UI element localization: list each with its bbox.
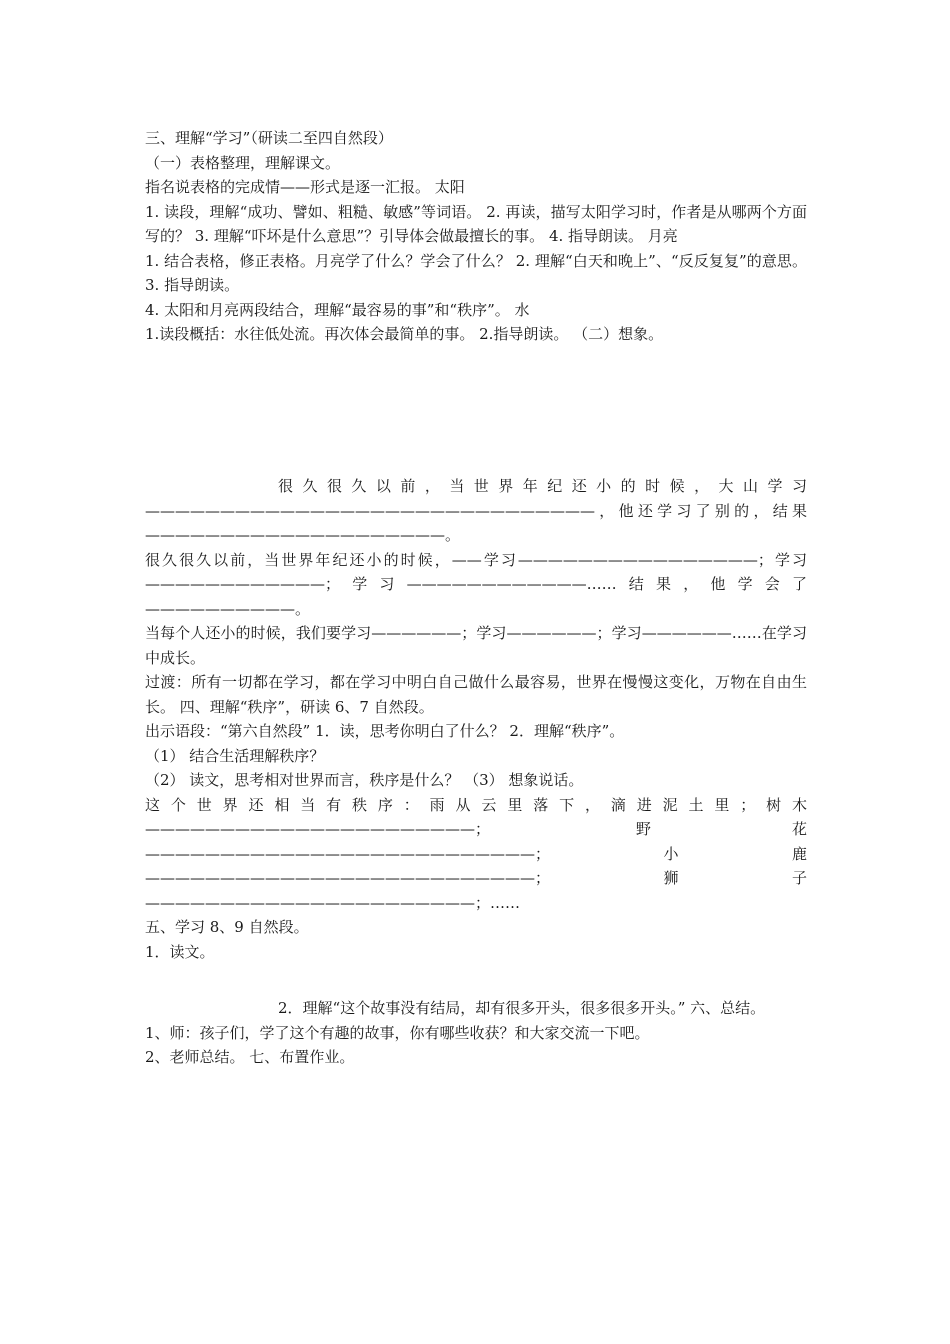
- paragraph: 很久很久以前，当世界年纪还小的时候，大山学习 ——————————————————————————————，他还学习了别的，结果————————————————————。: [145, 477, 807, 544]
- paragraph: 1. 结合表格，修正表格。月亮学了什么？学会了什么？ 2. 理解“白天和晚上”、“反反复复”的意思。 3. 指导朗读。: [145, 251, 807, 294]
- paragraph: 指名说表格的完成情——形式是逐一汇报。 太阳: [145, 178, 465, 196]
- paragraph: 1.读段概括：水往低处流。再次体会最简单的事。 2.指导朗读。 （二）想象。: [145, 325, 664, 343]
- paragraph: 这个世界还相当有秩序：雨从云里落下，滴进泥土里；树木——————————————————————； 野花——————————————————————————；小鹿——————————————————————————；狮子——————————————————————；……: [145, 795, 807, 912]
- paragraph: 2、老师总结。 七、布置作业。: [145, 1048, 355, 1066]
- summary-block: [145, 996, 807, 1070]
- paragraph: 1. 读段，理解“成功、譬如、粗糙、敏感”等词语。 2. 再读，描写太阳学习时，作者是从哪两个方面写的？ 3. 理解“吓坏是什么意思”？引导体会做最擅长的事。 4. 指导朗读。 月亮: [145, 202, 807, 245]
- paragraph: 4. 太阳和月亮两段结合，理解“最容易的事”和“秩序”。 水: [145, 300, 530, 319]
- section-three-block: [145, 126, 807, 347]
- paragraph: 过渡：所有一切都在学习，都在学习中明白自己做什么最容易，世界在慢慢这变化，万物在自由生长。 四、理解“秩序”，研读 6、7 自然段。: [145, 673, 807, 716]
- heading-section-five: 五、学习 8、9 自然段。: [145, 918, 309, 936]
- paragraph: 1、师：孩子们，学了这个有趣的故事，你有哪些收获？和大家交流一下吧。: [145, 1023, 650, 1042]
- list-item: （2） 读文，思考相对世界而言，秩序是什么？ （3） 想象说话。: [145, 771, 584, 789]
- subheading-table-summary: （一）表格整理，理解课文。: [145, 153, 341, 172]
- paragraph: 当每个人还小的时候，我们要学习——————；学习——————；学习——————……在学习中成长。: [145, 624, 807, 667]
- paragraph: 2．理解“这个故事没有结局，却有很多开头，很多很多开头。” 六、总结。: [278, 999, 766, 1017]
- imagination-block: [145, 474, 807, 964]
- list-item: （1） 结合生活理解秩序？: [145, 746, 325, 765]
- paragraph: 出示语段：“第六自然段” 1．读，思考你明白了什么？ 2．理解“秩序”。: [145, 722, 625, 740]
- paragraph: 很久很久以前，当世界年纪还小的时候，——学习————————————————；学习————————————；学习————————————……结果，他学会了——————————。: [145, 550, 807, 618]
- heading-section-three: 三、理解“学习”（研读二至四自然段）: [145, 129, 393, 147]
- list-item: 1．读文。: [145, 942, 215, 961]
